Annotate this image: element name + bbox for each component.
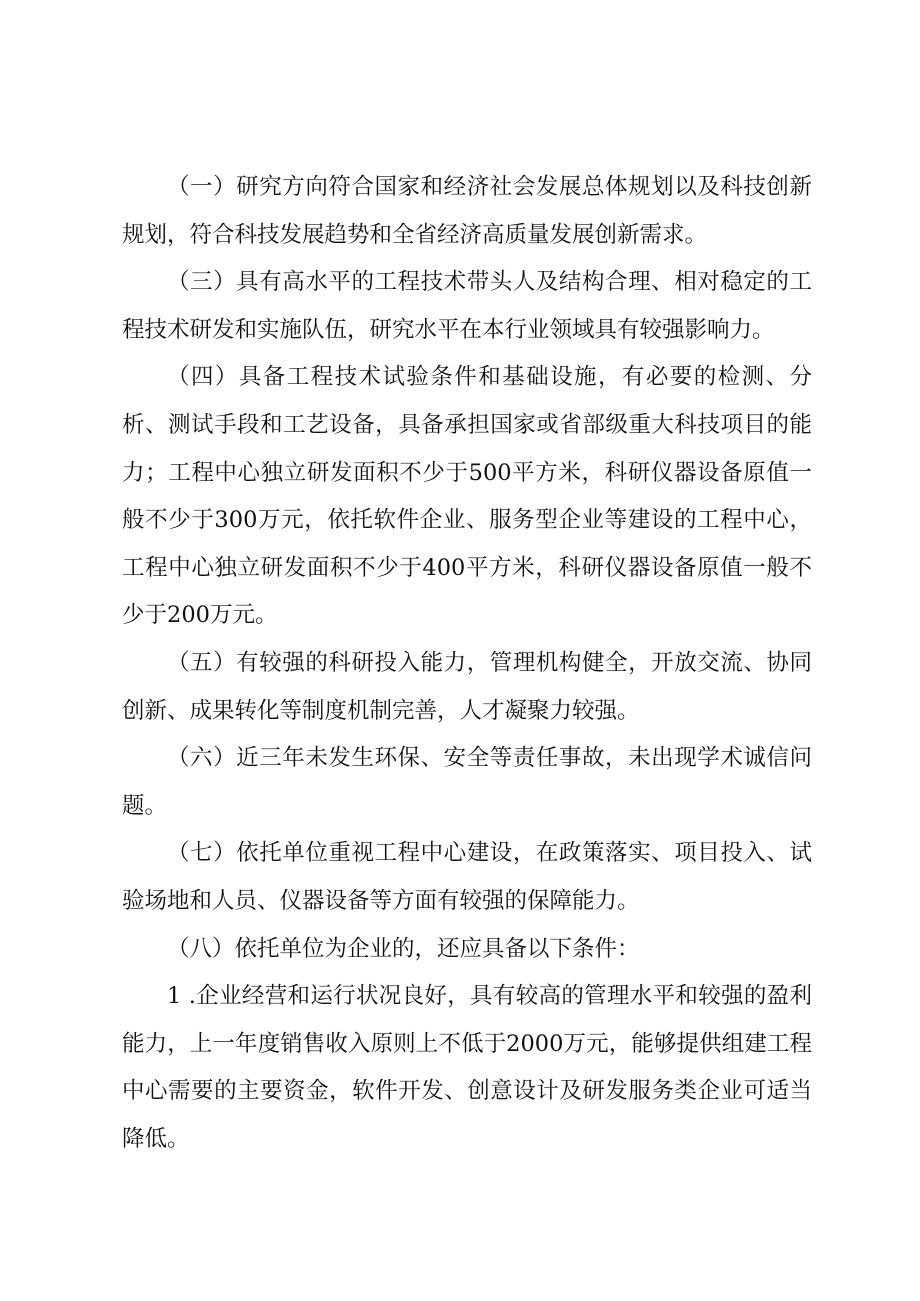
- paragraph-safety: （六）近三年未发生环保、安全等责任事故，未出现学术诚信问题。: [122, 745, 812, 819]
- paragraph-enterprise-conditions: （八）依托单位为企业的，还应具备以下条件：: [167, 935, 640, 962]
- paragraph-team: （三）具有高水平的工程技术带头人及结构合理、相对稳定的工程技术研发和实施队伍，研究水平在本行业领域具有较强影响力。: [122, 269, 812, 343]
- paragraph-enterprise-item-1: 1 .企业经营和运行状况良好，具有较高的管理水平和较强的盈利能力，上一年度销售收入原则上不低于2000万元，能够提供组建工程中心需要的主要资金，软件开发、创意设计及研发服务类企业可适当降低。: [122, 983, 812, 1152]
- paragraph-research-direction: （一）研究方向符合国家和经济社会发展总体规划以及科技创新规划，符合科技发展趋势和全省经济高质量发展创新需求。: [122, 174, 812, 248]
- paragraph-facilities: （四）具备工程技术试验条件和基础设施，有必要的检测、分析、测试手段和工艺设备，具备承担国家或省部级重大科技项目的能力；工程中心独立研发面积不少于500平方米，科研仪器设备原值一般不少于300万元，依托软件企业、服务型企业等建设的工程中心，工程中心独立研发面积不少于400平方米，科研仪器设备原值一般不少于200万元。: [122, 364, 812, 629]
- document-body: [122, 164, 812, 1163]
- paragraph-investment: （五）有较强的科研投入能力，管理机构健全，开放交流、协同创新、成果转化等制度机制完善，人才凝聚力较强。: [122, 649, 812, 724]
- paragraph-support: （七）依托单位重视工程中心建设，在政策落实、项目投入、试验场地和人员、仪器设备等方面有较强的保障能力。: [122, 840, 812, 914]
